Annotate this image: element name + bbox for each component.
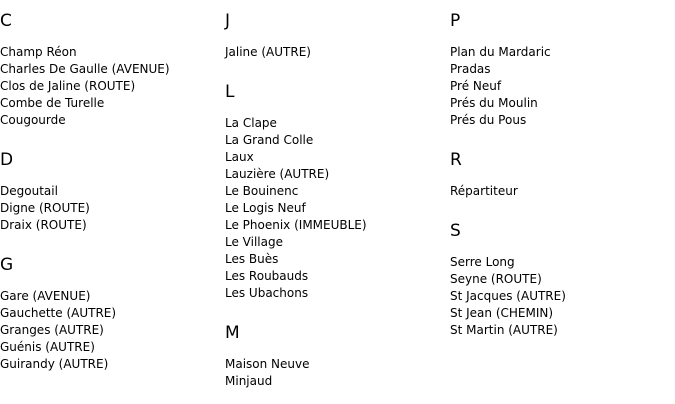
street-item[interactable]: La Clape bbox=[225, 116, 277, 130]
street-item[interactable]: Champ Réon bbox=[0, 45, 77, 59]
group-heading: L bbox=[225, 82, 235, 102]
street-item[interactable]: Les Ubachons bbox=[225, 286, 309, 300]
letter-group-g bbox=[0, 244, 220, 373]
street-list bbox=[225, 115, 445, 302]
street-item[interactable]: Degoutail bbox=[0, 184, 58, 198]
street-item[interactable]: Jaline (AUTRE) bbox=[225, 45, 311, 59]
street-item[interactable]: Seyne (ROUTE) bbox=[450, 272, 542, 286]
street-item[interactable]: Granges (AUTRE) bbox=[0, 323, 104, 337]
street-list bbox=[225, 44, 445, 61]
street-list bbox=[450, 44, 670, 129]
group-heading: S bbox=[450, 221, 461, 241]
street-item[interactable]: Digne (ROUTE) bbox=[0, 201, 90, 215]
street-item[interactable]: Les Buès bbox=[225, 252, 279, 266]
group-heading: G bbox=[0, 255, 14, 275]
letter-group-d bbox=[0, 139, 220, 234]
street-item[interactable]: Charles De Gaulle (AVENUE) bbox=[0, 62, 170, 76]
street-item[interactable]: St Jean (CHEMIN) bbox=[450, 306, 554, 320]
street-item[interactable]: Le Logis Neuf bbox=[225, 201, 306, 215]
letter-group-l bbox=[225, 71, 445, 302]
street-item[interactable]: St Martin (AUTRE) bbox=[450, 323, 558, 337]
street-item[interactable]: Laux bbox=[225, 150, 254, 164]
street-index-column-1 bbox=[0, 0, 220, 373]
street-item[interactable]: Maison Neuve bbox=[225, 357, 310, 371]
street-item[interactable]: La Grand Colle bbox=[225, 133, 314, 147]
street-item[interactable]: Prés du Moulin bbox=[450, 96, 538, 110]
street-item[interactable]: Le Phoenix (IMMEUBLE) bbox=[225, 218, 367, 232]
street-item[interactable]: Pradas bbox=[450, 62, 491, 76]
street-item[interactable]: Clos de Jaline (ROUTE) bbox=[0, 79, 136, 93]
street-list bbox=[0, 183, 220, 234]
street-item[interactable]: Cougourde bbox=[0, 113, 66, 127]
street-item[interactable]: St Jacques (AUTRE) bbox=[450, 289, 566, 303]
letter-group-c bbox=[0, 0, 220, 129]
street-item[interactable]: Minjaud bbox=[225, 374, 273, 388]
street-item[interactable]: Serre Long bbox=[450, 255, 515, 269]
letter-group-j bbox=[225, 0, 445, 61]
street-list bbox=[0, 288, 220, 373]
street-item[interactable]: Les Roubauds bbox=[225, 269, 309, 283]
letter-group-p bbox=[450, 0, 670, 129]
street-list bbox=[450, 254, 670, 339]
street-item[interactable]: Plan du Mardaric bbox=[450, 45, 551, 59]
street-list bbox=[225, 356, 445, 390]
group-heading: C bbox=[0, 11, 12, 31]
group-heading: R bbox=[450, 150, 462, 170]
street-index-column-2 bbox=[225, 0, 445, 390]
street-item[interactable]: Guénis (AUTRE) bbox=[0, 340, 95, 354]
street-item[interactable]: Guirandy (AUTRE) bbox=[0, 357, 109, 371]
street-item[interactable]: Lauzière (AUTRE) bbox=[225, 167, 330, 181]
street-list bbox=[0, 44, 220, 129]
street-item[interactable]: Gauchette (AUTRE) bbox=[0, 306, 117, 320]
street-item[interactable]: Répartiteur bbox=[450, 184, 518, 198]
street-item[interactable]: Gare (AVENUE) bbox=[0, 289, 91, 303]
group-heading: M bbox=[225, 323, 240, 343]
letter-group-s bbox=[450, 210, 670, 339]
street-item[interactable]: Combe de Turelle bbox=[0, 96, 105, 110]
street-index-column-3 bbox=[450, 0, 670, 339]
group-heading: D bbox=[0, 150, 14, 170]
street-item[interactable]: Le Village bbox=[225, 235, 283, 249]
street-item[interactable]: Prés du Pous bbox=[450, 113, 527, 127]
street-list bbox=[450, 183, 670, 200]
street-item[interactable]: Pré Neuf bbox=[450, 79, 502, 93]
street-item[interactable]: Draix (ROUTE) bbox=[0, 218, 87, 232]
street-item[interactable]: Le Bouinenc bbox=[225, 184, 299, 198]
letter-group-m bbox=[225, 312, 445, 390]
group-heading: J bbox=[225, 11, 231, 31]
group-heading: P bbox=[450, 11, 461, 31]
letter-group-r bbox=[450, 139, 670, 200]
